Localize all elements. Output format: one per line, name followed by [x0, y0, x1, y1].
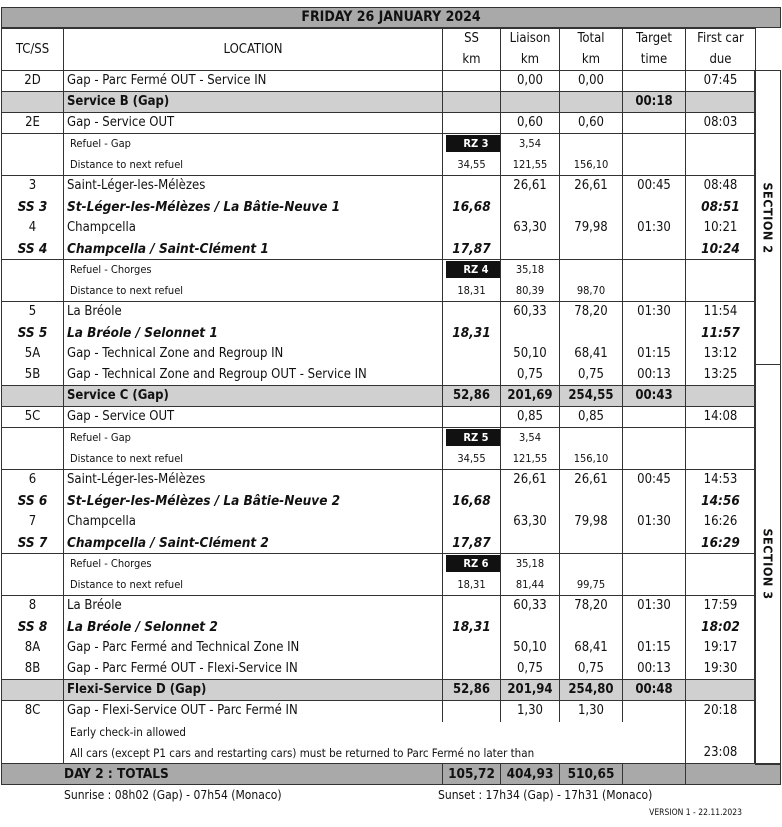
tc-cell	[2, 449, 64, 470]
first-car-due-cell: 10:21	[686, 218, 756, 239]
ss-km-cell: 34,55	[443, 449, 501, 470]
location-cell: La Bréole	[64, 302, 443, 323]
location-cell: Flexi-Service D (Gap)	[64, 680, 443, 701]
total-km-cell: 254,80	[560, 680, 623, 701]
tc-cell	[2, 386, 64, 407]
stage-row	[2, 197, 756, 218]
liaison-km-cell: 63,30	[501, 512, 560, 533]
table-row	[2, 701, 756, 722]
sunrise-text: Sunrise : 08h02 (Gap) - 07h54 (Monaco)	[64, 788, 282, 802]
col-header-target-unit: time	[623, 50, 686, 71]
target-time-cell	[623, 155, 686, 176]
tc-cell	[2, 155, 64, 176]
table-row	[2, 554, 756, 575]
col-header-liaison-unit: km	[501, 50, 560, 71]
refuel-label: Refuel - Gap	[64, 428, 443, 449]
location-cell: Champcella / Saint-Clément 2	[64, 533, 443, 554]
ss-km-cell	[443, 218, 501, 239]
location-cell: St-Léger-les-Mélèzes / La Bâtie-Neuve 1	[64, 197, 443, 218]
total-km-cell: 79,98	[560, 512, 623, 533]
first-car-due-cell: 11:54	[686, 302, 756, 323]
tc-cell	[2, 281, 64, 302]
location-cell: Gap - Parc Fermé OUT - Service IN	[64, 71, 443, 92]
ss-km-cell	[443, 113, 501, 134]
first-car-due-cell	[686, 554, 756, 575]
total-km-cell: 0,75	[560, 659, 623, 680]
liaison-km-cell	[501, 239, 560, 260]
col-header-ss-unit: km	[443, 50, 501, 71]
target-time-cell: 01:30	[623, 512, 686, 533]
target-time-cell	[623, 701, 686, 722]
ss-km-cell: 17,87	[443, 533, 501, 554]
liaison-km-cell: 63,30	[501, 218, 560, 239]
stage-row	[2, 323, 756, 344]
ss-km-cell	[443, 71, 501, 92]
first-car-due-cell: 18:02	[686, 617, 756, 638]
total-km-cell	[560, 260, 623, 281]
liaison-km-cell: 3,54	[501, 134, 560, 155]
first-car-due-cell: 16:26	[686, 512, 756, 533]
location-cell: La Bréole / Selonnet 1	[64, 323, 443, 344]
target-time-cell	[623, 428, 686, 449]
table-row	[2, 575, 756, 596]
location-cell: Gap - Technical Zone and Regroup OUT - Service IN	[64, 365, 443, 386]
total-km-cell: 0,00	[560, 71, 623, 92]
total-km-cell	[560, 197, 623, 218]
target-time-cell: 00:13	[623, 365, 686, 386]
section-3-text: SECTION 3	[760, 528, 775, 600]
table-row	[2, 302, 756, 323]
tc-cell: SS 8	[2, 617, 64, 638]
total-km-cell: 68,41	[560, 344, 623, 365]
first-car-due-cell: 07:45	[686, 71, 756, 92]
total-km-cell	[560, 554, 623, 575]
target-time-cell: 01:30	[623, 218, 686, 239]
tc-cell	[2, 92, 64, 113]
tc-cell	[2, 575, 64, 596]
tc-cell: SS 5	[2, 323, 64, 344]
location-cell: Gap - Parc Fermé and Technical Zone IN	[64, 638, 443, 659]
tc-cell: 7	[2, 512, 64, 533]
location-cell: Service C (Gap)	[64, 386, 443, 407]
rz-cell	[443, 554, 501, 575]
liaison-km-cell: 0,00	[501, 71, 560, 92]
first-car-due-cell: 08:48	[686, 176, 756, 197]
liaison-km-cell: 60,33	[501, 302, 560, 323]
first-car-due-cell: 14:08	[686, 407, 756, 428]
refuel-label: Refuel - Chorges	[64, 554, 443, 575]
liaison-km-cell	[501, 323, 560, 344]
target-time-cell: 00:18	[623, 92, 686, 113]
tc-cell	[2, 680, 64, 701]
liaison-km-cell: 50,10	[501, 344, 560, 365]
tc-cell: SS 7	[2, 533, 64, 554]
total-km-cell: 78,20	[560, 302, 623, 323]
total-km-cell	[560, 134, 623, 155]
target-time-cell	[623, 533, 686, 554]
tc-cell	[2, 134, 64, 155]
total-km-cell: 98,70	[560, 281, 623, 302]
note-text: All cars (except P1 cars and restarting cars) must be returned to Parc Fermé no later than	[64, 743, 686, 764]
first-car-due-cell: 19:17	[686, 638, 756, 659]
ss-km-cell	[443, 701, 501, 722]
tc-cell: 8	[2, 596, 64, 617]
ss-km-cell: 18,31	[443, 323, 501, 344]
first-car-due-cell	[686, 428, 756, 449]
col-header-total: Total	[560, 29, 623, 50]
section-3-label	[754, 364, 781, 764]
total-km-cell: 0,60	[560, 113, 623, 134]
rz-cell	[443, 134, 501, 155]
table-row	[2, 176, 756, 197]
target-time-cell	[623, 197, 686, 218]
table-row	[2, 113, 756, 134]
stage-row	[2, 617, 756, 638]
first-car-due-cell	[686, 680, 756, 701]
liaison-km-cell	[501, 197, 560, 218]
total-km-cell: 1,30	[560, 701, 623, 722]
tc-cell: 5C	[2, 407, 64, 428]
total-km-cell: 99,75	[560, 575, 623, 596]
total-km-cell: 0,85	[560, 407, 623, 428]
first-car-due-cell: 08:03	[686, 113, 756, 134]
liaison-km-cell: 0,75	[501, 659, 560, 680]
total-km-cell: 26,61	[560, 470, 623, 491]
liaison-km-cell: 121,55	[501, 155, 560, 176]
ss-km-cell	[443, 659, 501, 680]
tc-cell: 2D	[2, 71, 64, 92]
table-row	[2, 71, 756, 92]
ss-km-cell	[443, 596, 501, 617]
ss-km-cell	[443, 302, 501, 323]
first-car-due-cell	[686, 449, 756, 470]
totals-target	[623, 764, 686, 785]
refuel-label: Refuel - Chorges	[64, 260, 443, 281]
table-row	[2, 743, 756, 764]
liaison-km-cell: 26,61	[501, 176, 560, 197]
ss-km-cell	[443, 512, 501, 533]
ss-km-cell: 18,31	[443, 575, 501, 596]
table-row	[2, 134, 756, 155]
first-car-due-cell	[686, 92, 756, 113]
ss-km-cell	[443, 407, 501, 428]
tc-cell	[2, 554, 64, 575]
first-car-due-cell: 23:08	[686, 743, 756, 764]
liaison-km-cell: 81,44	[501, 575, 560, 596]
refuel-zone-badge: RZ 6	[446, 555, 501, 572]
rz-cell	[443, 428, 501, 449]
first-car-due-cell: 20:18	[686, 701, 756, 722]
liaison-km-cell: 121,55	[501, 449, 560, 470]
tc-cell	[2, 260, 64, 281]
totals-bar-end	[755, 764, 781, 785]
first-car-due-cell: 14:53	[686, 470, 756, 491]
target-time-cell	[623, 239, 686, 260]
tc-cell: 5A	[2, 344, 64, 365]
tc-cell	[2, 722, 64, 743]
col-header-liaison: Liaison	[501, 29, 560, 50]
refuel-label: Refuel - Gap	[64, 134, 443, 155]
target-time-cell: 00:13	[623, 659, 686, 680]
target-time-cell	[623, 323, 686, 344]
liaison-km-cell	[501, 92, 560, 113]
col-header-ss: SS	[443, 29, 501, 50]
first-car-due-cell: 14:56	[686, 491, 756, 512]
table-row	[2, 260, 756, 281]
liaison-km-cell: 60,33	[501, 596, 560, 617]
first-car-due-cell	[686, 722, 756, 743]
stage-row	[2, 533, 756, 554]
refuel-zone-badge: RZ 5	[446, 429, 501, 446]
target-time-cell	[623, 71, 686, 92]
rz-cell	[443, 260, 501, 281]
location-cell: Champcella / Saint-Clément 1	[64, 239, 443, 260]
total-km-cell	[560, 92, 623, 113]
totals-due	[686, 764, 756, 785]
total-km-cell	[560, 491, 623, 512]
target-time-cell: 01:15	[623, 344, 686, 365]
service-row	[2, 680, 756, 701]
target-time-cell	[623, 575, 686, 596]
table-row	[2, 218, 756, 239]
col-header-first-car-unit: due	[686, 50, 756, 71]
table-row	[2, 155, 756, 176]
liaison-km-cell: 3,54	[501, 428, 560, 449]
location-cell: Champcella	[64, 218, 443, 239]
liaison-km-cell: 201,69	[501, 386, 560, 407]
tc-cell: 5B	[2, 365, 64, 386]
liaison-km-cell	[501, 533, 560, 554]
liaison-km-cell: 26,61	[501, 470, 560, 491]
ss-km-cell	[443, 344, 501, 365]
ss-km-cell: 52,86	[443, 386, 501, 407]
first-car-due-cell: 19:30	[686, 659, 756, 680]
total-km-cell: 79,98	[560, 218, 623, 239]
location-cell: Saint-Léger-les-Mélèzes	[64, 176, 443, 197]
header-row-1	[2, 29, 756, 50]
location-cell: Gap - Technical Zone and Regroup IN	[64, 344, 443, 365]
first-car-due-cell	[686, 575, 756, 596]
total-km-cell: 156,10	[560, 155, 623, 176]
table-row	[2, 722, 756, 743]
location-cell: Gap - Parc Fermé OUT - Flexi-Service IN	[64, 659, 443, 680]
refuel-label: Distance to next refuel	[64, 155, 443, 176]
page-title: FRIDAY 26 JANUARY 2024	[1, 7, 781, 28]
target-time-cell	[623, 113, 686, 134]
first-car-due-cell	[686, 155, 756, 176]
tc-cell: 4	[2, 218, 64, 239]
first-car-due-cell: 17:59	[686, 596, 756, 617]
target-time-cell: 00:45	[623, 176, 686, 197]
totals-ss-km: 105,72	[443, 764, 501, 785]
target-time-cell	[623, 407, 686, 428]
ss-km-cell	[443, 365, 501, 386]
liaison-km-cell: 1,30	[501, 701, 560, 722]
totals-label: DAY 2 : TOTALS	[2, 764, 443, 785]
total-km-cell: 254,55	[560, 386, 623, 407]
liaison-km-cell: 35,18	[501, 554, 560, 575]
ss-km-cell: 52,86	[443, 680, 501, 701]
col-header-tcss: TC/SS	[2, 29, 64, 71]
tc-cell: SS 4	[2, 239, 64, 260]
ss-km-cell	[443, 470, 501, 491]
liaison-km-cell	[501, 617, 560, 638]
table-row	[2, 470, 756, 491]
liaison-km-cell: 50,10	[501, 638, 560, 659]
tc-cell: SS 3	[2, 197, 64, 218]
ss-km-cell: 16,68	[443, 197, 501, 218]
total-km-cell: 78,20	[560, 596, 623, 617]
target-time-cell	[623, 491, 686, 512]
tc-cell	[2, 428, 64, 449]
stage-row	[2, 491, 756, 512]
location-cell: St-Léger-les-Mélèzes / La Bâtie-Neuve 2	[64, 491, 443, 512]
ss-km-cell	[443, 92, 501, 113]
first-car-due-cell: 10:24	[686, 239, 756, 260]
location-cell: Saint-Léger-les-Mélèzes	[64, 470, 443, 491]
table-row	[2, 407, 756, 428]
total-km-cell	[560, 239, 623, 260]
first-car-due-cell	[686, 134, 756, 155]
table-row	[2, 596, 756, 617]
refuel-label: Distance to next refuel	[64, 575, 443, 596]
ss-km-cell	[443, 176, 501, 197]
total-km-cell: 156,10	[560, 449, 623, 470]
table-row	[2, 659, 756, 680]
location-cell: Gap - Service OUT	[64, 113, 443, 134]
location-cell: Service B (Gap)	[64, 92, 443, 113]
tc-cell: SS 6	[2, 491, 64, 512]
total-km-cell: 68,41	[560, 638, 623, 659]
col-header-total-unit: km	[560, 50, 623, 71]
refuel-label: Distance to next refuel	[64, 281, 443, 302]
location-cell: Gap - Flexi-Service OUT - Parc Fermé IN	[64, 701, 443, 722]
ss-km-cell: 16,68	[443, 491, 501, 512]
target-time-cell	[623, 554, 686, 575]
table-row	[2, 638, 756, 659]
ss-km-cell	[443, 638, 501, 659]
itinerary-table	[1, 28, 756, 785]
total-km-cell	[560, 323, 623, 344]
first-car-due-cell	[686, 260, 756, 281]
target-time-cell: 00:48	[623, 680, 686, 701]
refuel-label: Distance to next refuel	[64, 449, 443, 470]
col-header-location: LOCATION	[64, 29, 443, 71]
tc-cell: 8C	[2, 701, 64, 722]
first-car-due-cell: 08:51	[686, 197, 756, 218]
col-header-target: Target	[623, 29, 686, 50]
stage-row	[2, 239, 756, 260]
liaison-km-cell: 0,85	[501, 407, 560, 428]
location-cell: Gap - Service OUT	[64, 407, 443, 428]
table-row	[2, 281, 756, 302]
first-car-due-cell	[686, 386, 756, 407]
liaison-km-cell: 201,94	[501, 680, 560, 701]
first-car-due-cell: 13:25	[686, 365, 756, 386]
location-cell: La Bréole / Selonnet 2	[64, 617, 443, 638]
target-time-cell: 00:43	[623, 386, 686, 407]
liaison-km-cell	[501, 491, 560, 512]
target-time-cell: 01:15	[623, 638, 686, 659]
service-row	[2, 92, 756, 113]
target-time-cell: 00:45	[623, 470, 686, 491]
target-time-cell: 01:30	[623, 302, 686, 323]
table-row	[2, 365, 756, 386]
refuel-zone-badge: RZ 4	[446, 261, 501, 278]
total-km-cell	[560, 533, 623, 554]
section-2-text: SECTION 2	[760, 181, 775, 254]
liaison-km-cell: 0,75	[501, 365, 560, 386]
location-cell: La Bréole	[64, 596, 443, 617]
tc-cell: 5	[2, 302, 64, 323]
liaison-km-cell: 35,18	[501, 260, 560, 281]
total-km-cell: 0,75	[560, 365, 623, 386]
first-car-due-cell: 11:57	[686, 323, 756, 344]
ss-km-cell: 18,31	[443, 281, 501, 302]
tc-cell	[2, 743, 64, 764]
sunset-text: Sunset : 17h34 (Gap) - 17h31 (Monaco)	[438, 788, 653, 802]
table-row	[2, 449, 756, 470]
ss-km-cell: 34,55	[443, 155, 501, 176]
totals-liaison-km: 404,93	[501, 764, 560, 785]
refuel-zone-badge: RZ 3	[446, 135, 501, 152]
total-km-cell	[560, 428, 623, 449]
first-car-due-cell	[686, 281, 756, 302]
version-text: VERSION 1 - 22.11.2023	[649, 808, 742, 818]
table-row	[2, 428, 756, 449]
target-time-cell: 01:30	[623, 596, 686, 617]
tc-cell: 6	[2, 470, 64, 491]
table-row	[2, 344, 756, 365]
total-km-cell: 26,61	[560, 176, 623, 197]
target-time-cell	[623, 281, 686, 302]
tc-cell: 3	[2, 176, 64, 197]
target-time-cell	[623, 617, 686, 638]
target-time-cell	[623, 449, 686, 470]
target-time-cell	[623, 134, 686, 155]
first-car-due-cell: 16:29	[686, 533, 756, 554]
ss-km-cell: 17,87	[443, 239, 501, 260]
tc-cell: 8B	[2, 659, 64, 680]
location-cell: Champcella	[64, 512, 443, 533]
tc-cell: 8A	[2, 638, 64, 659]
totals-row	[2, 764, 756, 785]
target-time-cell	[623, 260, 686, 281]
col-header-first-car: First car	[686, 29, 756, 50]
first-car-due-cell: 13:12	[686, 344, 756, 365]
section-2-label	[754, 70, 781, 365]
liaison-km-cell: 0,60	[501, 113, 560, 134]
total-km-cell	[560, 617, 623, 638]
ss-km-cell: 18,31	[443, 617, 501, 638]
service-row	[2, 386, 756, 407]
totals-total-km: 510,65	[560, 764, 623, 785]
table-row	[2, 512, 756, 533]
note-text: Early check-in allowed	[64, 722, 686, 743]
tc-cell: 2E	[2, 113, 64, 134]
liaison-km-cell: 80,39	[501, 281, 560, 302]
